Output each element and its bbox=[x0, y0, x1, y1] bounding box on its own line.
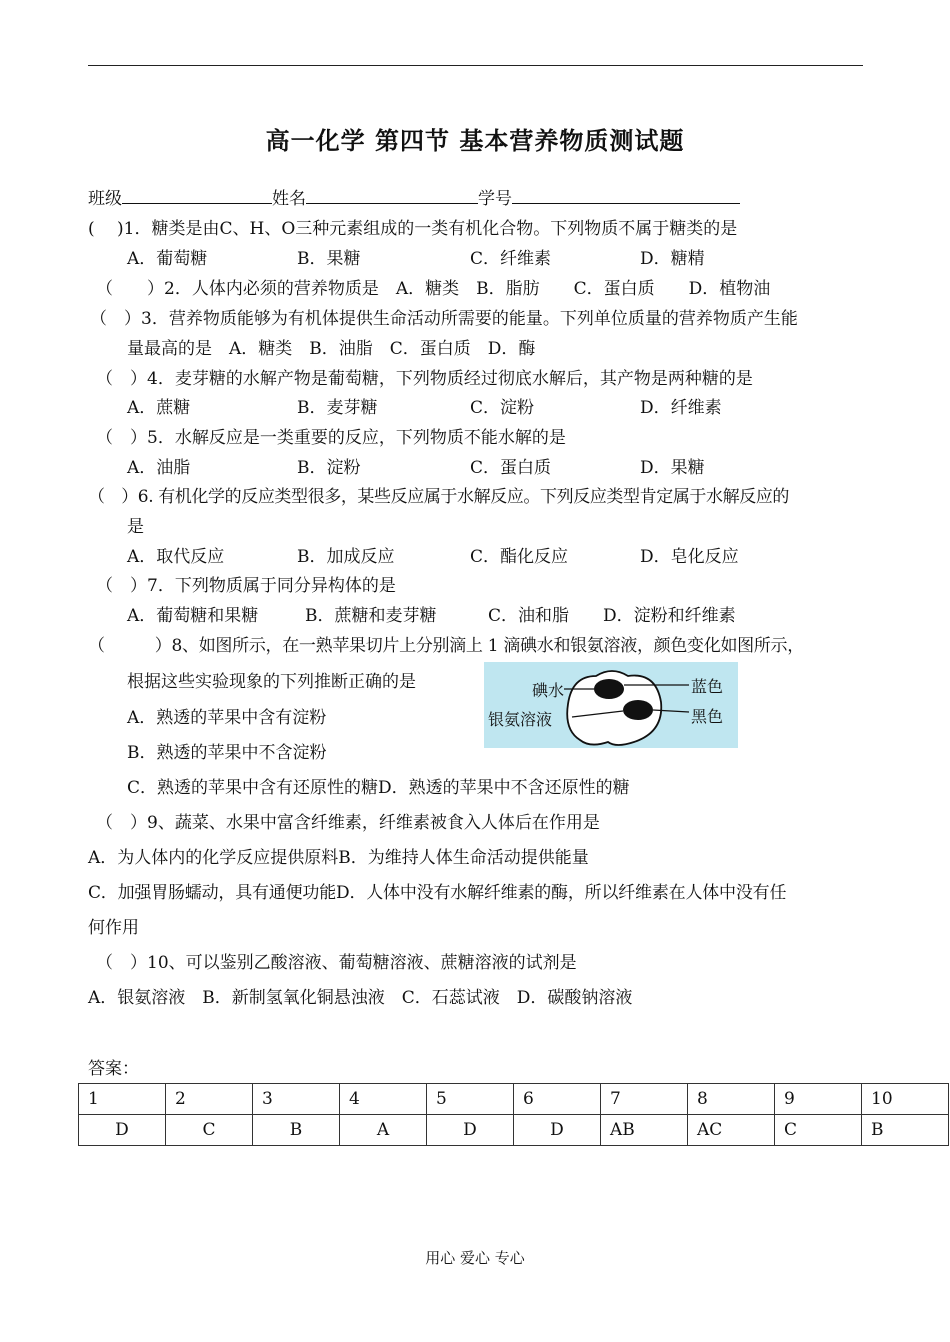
q7-option-c: C．油和脂 bbox=[488, 606, 570, 626]
q9-option-a: A．为人体内的化学反应提供原料 bbox=[88, 848, 339, 868]
question-8-stem: （ ）8、如图所示，在一熟苹果切片上分别滴上 1 滴碘水和银氨溶液，颜色变化如图所示， bbox=[88, 636, 804, 656]
student-info-line bbox=[88, 184, 740, 209]
q4-option-a: A．蔗糖 bbox=[127, 398, 191, 418]
question-3-stem-cont: 量最高的是 A．糖类 B．油脂 C．蛋白质 D．酶 bbox=[127, 339, 536, 359]
q7-option-a: A．葡萄糖和果糖 bbox=[127, 606, 259, 626]
question-4-stem: （ ）4．麦芽糖的水解产物是葡萄糖，下列物质经过彻底水解后，其产物是两种糖的是 bbox=[96, 369, 753, 389]
answer-number-cell: 4 bbox=[340, 1084, 427, 1115]
q1-option-c: C．纤维素 bbox=[470, 249, 552, 269]
question-9-stem: （ ）9、蔬菜、水果中富含纤维素，纤维素被食入人体后在作用是 bbox=[96, 813, 600, 833]
question-3-stem: （ ）3．营养物质能够为有机体提供生命活动所需要的能量。下列单位质量的营养物质产生能 bbox=[90, 309, 798, 329]
apple-slice-figure bbox=[484, 662, 738, 748]
iodine-drop-spot bbox=[594, 679, 624, 699]
figure-label-silver: 银氨溶液 bbox=[488, 710, 553, 729]
q8-option-c: C．熟透的苹果中含有还原性的糖 bbox=[127, 778, 379, 798]
answer-number-cell: 10 bbox=[862, 1084, 949, 1115]
id-label: 学号 bbox=[478, 189, 512, 209]
question-7-stem: （ ）7．下列物质属于同分异构体的是 bbox=[96, 576, 396, 596]
name-field[interactable] bbox=[306, 187, 478, 204]
q10-options-line: A．银氨溶液 B．新制氢氧化铜悬浊液 C．石蕊试液 D．碳酸钠溶液 bbox=[88, 988, 633, 1008]
q6-option-c: C．酯化反应 bbox=[470, 547, 569, 567]
header-rule bbox=[88, 65, 863, 66]
figure-label-blue: 蓝色 bbox=[691, 677, 724, 696]
silver-ammonia-drop-spot bbox=[623, 700, 653, 720]
answer-number-cell: 3 bbox=[253, 1084, 340, 1115]
answer-value-cell: B bbox=[862, 1115, 949, 1146]
question-10-stem: （ ）10、可以鉴别乙酸溶液、葡萄糖溶液、蔗糖溶液的试剂是 bbox=[96, 953, 577, 973]
q1-option-b: B．果糖 bbox=[297, 249, 361, 269]
class-label: 班级 bbox=[88, 189, 122, 209]
q1-option-d: D．糖精 bbox=[640, 249, 705, 269]
answer-number-cell: 9 bbox=[775, 1084, 862, 1115]
name-label: 姓名 bbox=[272, 189, 306, 209]
answer-value-cell: D bbox=[79, 1115, 166, 1146]
answer-number-cell: 7 bbox=[601, 1084, 688, 1115]
figure-label-black: 黑色 bbox=[691, 707, 724, 726]
q9-options-ab-line bbox=[88, 843, 589, 868]
q7-option-b: B．蔗糖和麦芽糖 bbox=[305, 606, 437, 626]
question-6-stem-cont: 是 bbox=[127, 517, 144, 537]
question-2-stem: （ ）2．人体内必须的营养物质是 A．糖类 B．脂肪 C．蛋白质 D．植物油 bbox=[96, 279, 771, 299]
figure-label-iodine: 碘水 bbox=[532, 681, 565, 700]
answer-value-cell: AB bbox=[601, 1115, 688, 1146]
page-title: 高一化学 第四节 基本营养物质测试题 bbox=[265, 127, 685, 155]
question-5-stem: （ ）5．水解反应是一类重要的反应，下列物质不能水解的是 bbox=[96, 428, 566, 448]
q9-option-d-cont: 何作用 bbox=[88, 918, 139, 938]
answer-value-cell: A bbox=[340, 1115, 427, 1146]
answer-value-cell: B bbox=[253, 1115, 340, 1146]
answer-number-cell: 1 bbox=[79, 1084, 166, 1115]
q4-option-c: C．淀粉 bbox=[470, 398, 535, 418]
q8-option-a: A．熟透的苹果中含有淀粉 bbox=[127, 708, 327, 728]
answer-table-values-row bbox=[79, 1115, 949, 1146]
answer-value-cell: D bbox=[514, 1115, 601, 1146]
q9-option-d: D．人体中没有水解纤维素的酶，所以纤维素在人体中没有任 bbox=[336, 883, 787, 903]
q5-option-d: D．果糖 bbox=[640, 458, 705, 478]
q6-option-a: A．取代反应 bbox=[127, 547, 225, 567]
q9-option-c: C．加强胃肠蠕动，具有通便功能 bbox=[88, 883, 337, 903]
student-id-field[interactable] bbox=[512, 187, 740, 204]
question-6-stem: （ ）6. 有机化学的反应类型很多，某些反应属于水解反应。下列反应类型肯定属于水解反应的 bbox=[88, 487, 790, 507]
q5-option-a: A．油脂 bbox=[127, 458, 191, 478]
q7-option-d: D．淀粉和纤维素 bbox=[603, 606, 736, 626]
q4-option-b: B．麦芽糖 bbox=[297, 398, 378, 418]
page-footer: 用心 爱心 专心 bbox=[425, 1249, 525, 1267]
q1-option-a: A．葡萄糖 bbox=[127, 249, 208, 269]
q8-option-b: B．熟透的苹果中不含淀粉 bbox=[127, 743, 327, 763]
answer-number-cell: 5 bbox=[427, 1084, 514, 1115]
answers-label: 答案： bbox=[88, 1059, 139, 1079]
answer-table-numbers-row bbox=[79, 1084, 949, 1115]
q5-option-c: C．蛋白质 bbox=[470, 458, 552, 478]
q9-options-cd-line bbox=[88, 878, 786, 903]
answer-number-cell: 8 bbox=[688, 1084, 775, 1115]
q4-option-d: D．纤维素 bbox=[640, 398, 722, 418]
class-field[interactable] bbox=[122, 187, 272, 204]
q5-option-b: B．淀粉 bbox=[297, 458, 361, 478]
q8-option-d: D．熟透的苹果中不含还原性的糖 bbox=[378, 778, 630, 798]
q6-option-b: B．加成反应 bbox=[297, 547, 395, 567]
q9-option-b: B．为维持人体生命活动提供能量 bbox=[338, 848, 589, 868]
answer-value-cell: C bbox=[166, 1115, 253, 1146]
question-1-stem: ( )1．糖类是由C、H、O三种元素组成的一类有机化合物。下列物质不属于糖类的是 bbox=[88, 219, 738, 239]
answer-value-cell: D bbox=[427, 1115, 514, 1146]
answer-value-cell: AC bbox=[688, 1115, 775, 1146]
q6-option-d: D．皂化反应 bbox=[640, 547, 739, 567]
answer-table bbox=[78, 1083, 949, 1146]
question-8-stem-cont: 根据这些实验现象的下列推断正确的是 bbox=[127, 672, 416, 692]
answer-number-cell: 2 bbox=[166, 1084, 253, 1115]
q8-option-c-d-line bbox=[127, 773, 630, 798]
answer-number-cell: 6 bbox=[514, 1084, 601, 1115]
answer-value-cell: C bbox=[775, 1115, 862, 1146]
